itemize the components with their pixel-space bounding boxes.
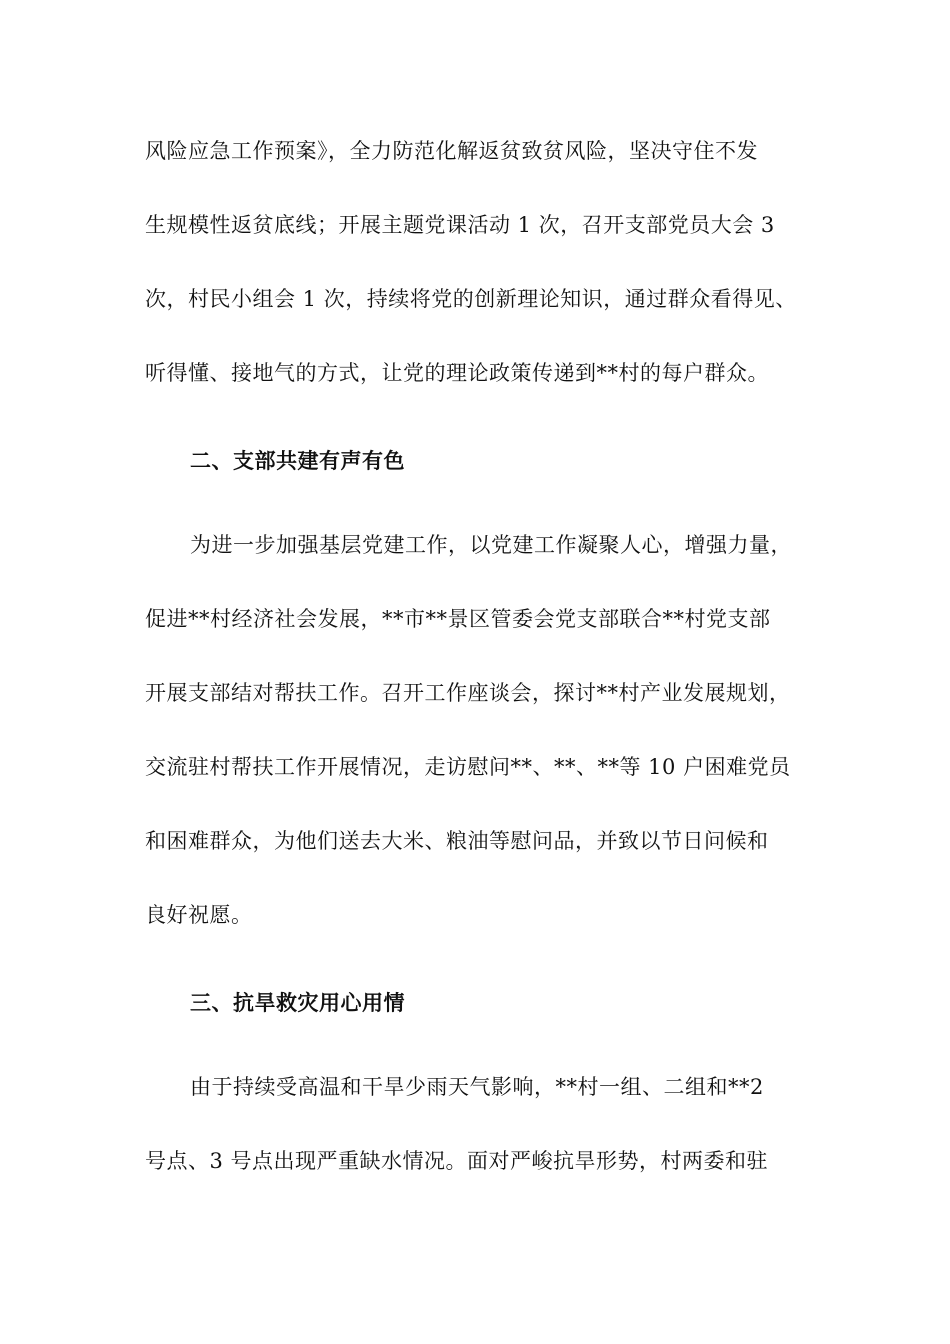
paragraph-line: 和困难群众，为他们送去大米、粮油等慰问品，并致以节日问候和 [145,829,769,853]
paragraph-line: 风险应急工作预案》，全力防范化解返贫致贫风险，坚决守住不发 [145,139,758,163]
section-heading: 二、支部共建有声有色 [190,449,405,473]
paragraph-line: 交流驻村帮扶工作开展情况，走访慰问**、**、**等 10 户困难党员 [145,755,791,779]
section-heading: 三、抗旱救灾用心用情 [190,991,405,1015]
paragraph-line: 促进**村经济社会发展，**市**景区管委会党支部联合**村党支部 [145,607,771,631]
paragraph-line: 由于持续受高温和干旱少雨天气影响，**村一组、二组和**2 [190,1075,764,1099]
paragraph-line: 号点、3 号点出现严重缺水情况。面对严峻抗旱形势，村两委和驻 [145,1149,769,1173]
paragraph-line: 生规模性返贫底线；开展主题党课活动 1 次，召开支部党员大会 3 [145,213,775,237]
paragraph-line: 开展支部结对帮扶工作。召开工作座谈会，探讨**村产业发展规划， [145,681,791,705]
paragraph-line: 次，村民小组会 1 次，持续将党的创新理论知识，通过群众看得见、 [145,287,797,311]
paragraph-line: 良好祝愿。 [145,903,253,927]
paragraph-line: 为进一步加强基层党建工作，以党建工作凝聚人心，增强力量， [190,533,792,557]
paragraph-line: 听得懂、接地气的方式，让党的理论政策传递到**村的每户群众。 [145,361,769,385]
